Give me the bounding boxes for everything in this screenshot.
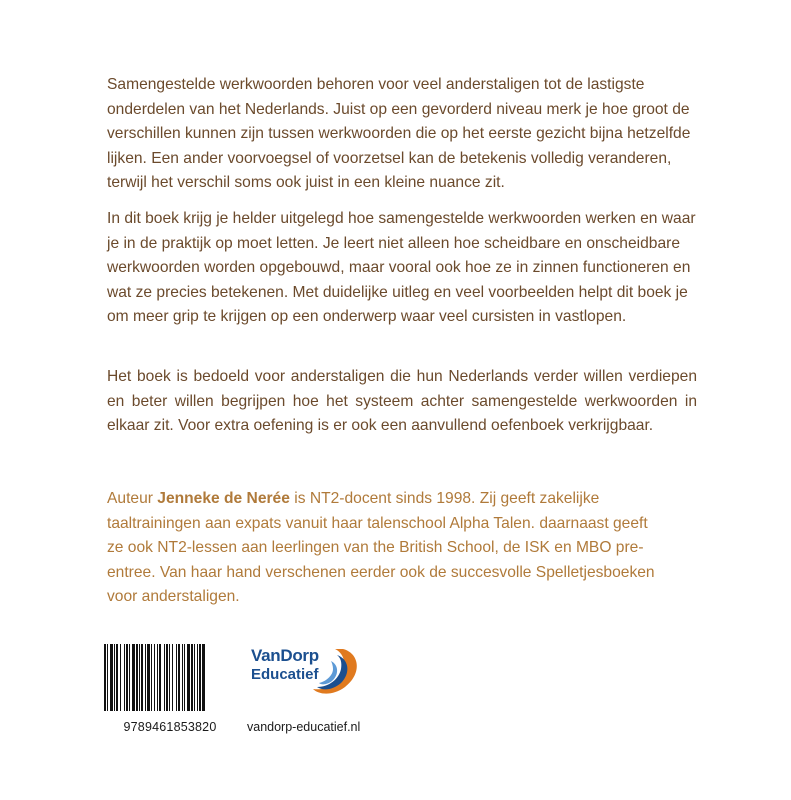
- barcode-bar: [187, 644, 190, 711]
- barcode-bar: [129, 644, 130, 711]
- barcode-bar: [145, 644, 146, 711]
- barcode-bar: [120, 644, 121, 711]
- barcode-bar: [194, 644, 195, 711]
- barcode-bar: [124, 644, 125, 711]
- barcode-bar: [172, 644, 173, 711]
- description-paragraph-1: Samengestelde werkwoorden behoren voor veel anderstaligen tot de lastigste onderdelen van het Nederlands. Juist op een gevorderd niveau merk je hoe groot de verschillen kunnen zijn tussen werkwoorden die op het eerste gezicht bijna hetzelfde lijken. Een ander voorvoegsel of voorzetsel kan de betekenis volledig veranderen, terwijl het verschil soms ook juist in een kleine nuance zit.: [107, 76, 691, 191]
- barcode-bar: [157, 644, 158, 711]
- barcode-bar: [202, 644, 205, 711]
- barcode-bar: [126, 644, 128, 711]
- barcode-bar: [176, 644, 177, 711]
- barcode-bar: [178, 644, 180, 711]
- barcode-bar: [182, 644, 183, 711]
- barcode-bar: [132, 644, 135, 711]
- barcode-bar: [116, 644, 118, 711]
- publisher-logo-subtitle: Educatief: [251, 666, 319, 683]
- barcode-bar: [141, 644, 143, 711]
- bio-text: is NT2-docent sinds 1998. Zij geeft zakelijke taaltrainingen aan expats vanuit haar talenschool Alpha Talen. daarnaast geeft ze ook NT2-lessen aan leerlingen van the British School, de ISK en MBO pre-entree. Van haar hand verschenen eerder ook de succesvolle Spelletjesboeken voor anderstaligen.: [107, 490, 655, 605]
- bio-prefix: Auteur: [107, 490, 158, 507]
- description-paragraph-2: In dit boek krijg je helder uitgelegd hoe samengestelde werkwoorden werken en waar je in de praktijk op moet letten. Je leert niet alleen hoe scheidbare en onscheidbare werkwoorden worden opgebouwd, maar vooral ook hoe ze in zinnen functioneren en wat ze precies betekenen. Met duidelijke uitleg en veel voorbeelden helpt dit boek je om meer grip te krijgen op een onderwerp waar veel cursisten in vastlopen.: [107, 210, 696, 325]
- author-name: Jenneke de Nerée: [157, 490, 290, 507]
- barcode-bar: [147, 644, 150, 711]
- barcode-bar: [191, 644, 193, 711]
- barcode-bar: [114, 644, 115, 711]
- barcode-bar: [136, 644, 138, 711]
- barcode-bar: [159, 644, 161, 711]
- barcode-bar: [110, 644, 113, 711]
- barcode-bar: [169, 644, 170, 711]
- barcode-bar: [107, 644, 108, 711]
- author-bio: [107, 487, 667, 610]
- barcode-bar: [151, 644, 152, 711]
- description-paragraph-3: Het boek is bedoeld voor anderstaligen die hun Nederlands verder willen verdiepen en beter willen begrijpen hoe het systeem achter samengestelde werkwoorden in elkaar zit. Voor extra oefening is er ook een aanvullend oefenboek verkrijgbaar.: [107, 368, 697, 434]
- publisher-logo-name: VanDorp: [251, 646, 319, 665]
- barcode-bar: [104, 644, 106, 711]
- barcode-bar: [166, 644, 168, 711]
- publisher-website[interactable]: vandorp-educatief.nl: [247, 720, 361, 734]
- barcode-bar: [164, 644, 165, 711]
- barcode-image: [103, 644, 237, 711]
- barcode-bar: [197, 644, 198, 711]
- barcode-bar: [154, 644, 155, 711]
- barcode-bar: [184, 644, 185, 711]
- barcode-bar: [139, 644, 140, 711]
- barcode-bar: [199, 644, 201, 711]
- isbn-number: 9789461853820: [123, 720, 217, 734]
